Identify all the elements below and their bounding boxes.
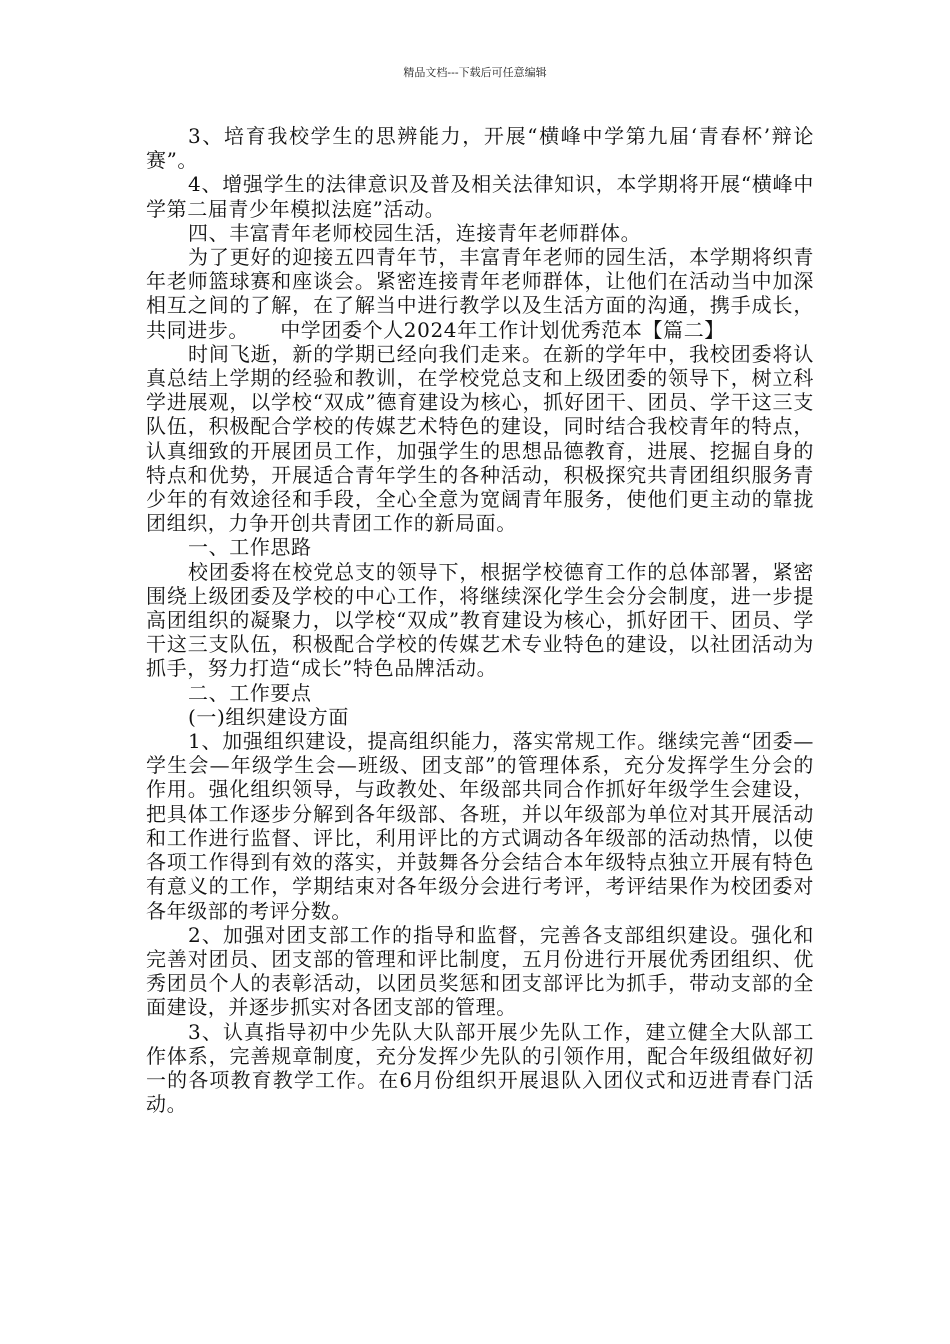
- paragraph: 为了更好的迎接五四青年节，丰富青年老师的园生活，本学期将织青年老师篮球赛和座谈会。紧密连接青年老师群体，让他们在活动当中加深相互之间的了解，在了解当中进行教学以及生活方面的沟通，携手成长，共同进步。 中学团委个人2024年工作计划优秀范本【篇二】: [146, 245, 814, 342]
- paragraph: 1、加强组织建设，提高组织能力，落实常规工作。继续完善“团委—学生会—年级学生会—班级、团支部”的管理体系，充分发挥学生分会的作用。强化组织领导，与政教处、年级部共同合作抓好年级学生会建设，把具体工作逐步分解到各年级部、各班，并以年级部为单位对其开展活动和工作进行监督、评比，利用评比的方式调动各年级部的活动热情，以使各项工作得到有效的落实，并鼓舞各分会结合本年级特点独立开展有特色有意义的工作，学期结束对各年级分会进行考评，考评结果作为校团委对各年级部的考评分数。: [146, 729, 814, 923]
- paragraph: 4、增强学生的法律意识及普及相关法律知识，本学期将开展“横峰中学第二届青少年模拟法庭”活动。: [146, 172, 814, 221]
- section-heading: 一、工作思路: [188, 535, 312, 560]
- paragraph: 3、认真指导初中少先队大队部开展少先队工作，建立健全大队部工作体系，完善规章制度，充分发挥少先队的引领作用，配合年级组做好初一的各项教育教学工作。在6月份组织开展退队入团仪式和迈进青春门活动。: [146, 1019, 814, 1117]
- paragraph: 时间飞逝，新的学期已经向我们走来。在新的学年中，我校团委将认真总结上学期的经验和教训，在学校党总支和上级团委的领导下，树立科学进展观，以学校“双成”德育建设为核心，抓好团干、团员、学干这三支队伍，积极配合学校的传媒艺术特色的建设，同时结合我校青年的特点，认真细致的开展团员工作，加强学生的思想品德教育，进展、挖掘自身的特点和优势，开展适合青年学生的各种活动，积极探究共青团组织服务青少年的有效途径和手段，全心全意为宽阔青年服务，使他们更主动的靠拢团组织，力争开创共青团工作的新局面。: [146, 341, 814, 536]
- paragraph: 校团委将在校党总支的领导下，根据学校德育工作的总体部署，紧密围绕上级团委及学校的中心工作，将继续深化学生会分会制度，进一步提高团组织的凝聚力，以学校“双成”教育建设为核心，抓好团干、团员、学干这三支队伍，积极配合学校的传媒艺术专业特色的建设，以社团活动为抓手，努力打造“成长”特色品牌活动。: [146, 559, 814, 681]
- document-body: [146, 124, 814, 1116]
- section-heading: 二、工作要点: [188, 680, 312, 705]
- subsection-heading: (一)组织建设方面: [188, 704, 350, 729]
- paragraph: 3、培育我校学生的思辨能力，开展“横峰中学第九届‘青春杯’辩论赛”。: [146, 124, 814, 173]
- page-header: 精品文档---下载后可任意编辑: [403, 66, 547, 79]
- section-heading: 四、丰富青年老师校园生活，连接青年老师群体。: [188, 220, 642, 245]
- paragraph: 2、加强对团支部工作的指导和监督，完善各支部组织建设。强化和完善对团员、团支部的管理和评比制度，五月份进行开展优秀团组织、优秀团员个人的表彰活动，以团员奖惩和团支部评比为抓手，带动支部的全面建设，并逐步抓实对各团支部的管理。: [146, 922, 814, 1020]
